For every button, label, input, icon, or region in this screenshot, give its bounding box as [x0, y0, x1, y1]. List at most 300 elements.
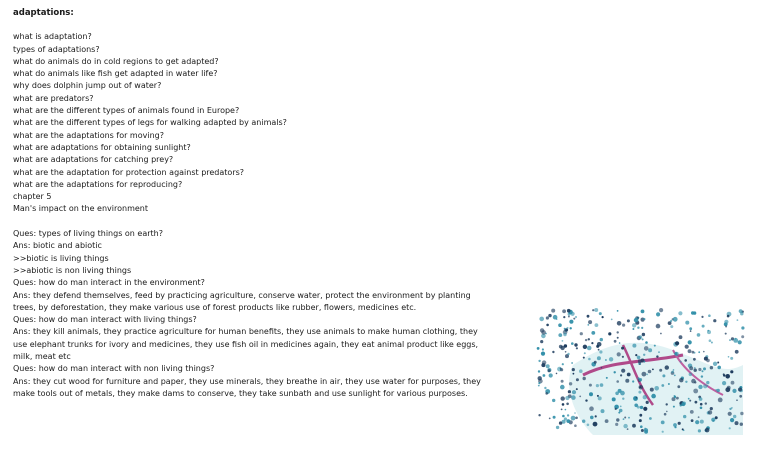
cell-dot: [585, 339, 587, 341]
cell-dot: [634, 318, 639, 323]
qa-line: Ans: they cut wood for furniture and paper, they use minerals, they breathe in air, they use water for purposes, they make tools out of metals, they make dams to conserve, they take sunbath and use sunlight for various purposes.: [13, 376, 481, 398]
cell-dot: [538, 385, 540, 387]
cell-dot: [689, 327, 692, 330]
cell-dot: [698, 385, 702, 389]
cell-dot: [575, 316, 577, 318]
cell-dot: [713, 319, 716, 322]
question-item: what are adaptations for obtaining sunlight?: [13, 142, 191, 152]
cell-dot: [558, 333, 562, 337]
cell-dot: [600, 338, 603, 341]
cell-dot: [561, 380, 564, 383]
cell-dot: [699, 397, 703, 401]
cell-dot: [546, 364, 550, 368]
cell-dot: [591, 342, 593, 344]
cell-dot: [634, 404, 638, 408]
cell-dot: [660, 333, 662, 335]
cell-dot: [664, 413, 667, 416]
cell-dot: [543, 374, 546, 377]
cell-dot: [730, 357, 733, 360]
cell-dot: [576, 378, 579, 381]
cell-dot: [680, 361, 682, 363]
cell-dot: [567, 353, 569, 355]
cell-dot: [729, 408, 731, 410]
cell-dot: [594, 361, 597, 364]
cell-dot: [560, 385, 565, 390]
cell-dot: [717, 389, 720, 392]
cell-dot: [587, 324, 589, 326]
question-item: what do animals like fish get adapted in water life?: [13, 69, 218, 79]
cell-dot: [614, 371, 616, 373]
cell-dot: [583, 377, 586, 380]
cell-dot: [694, 381, 696, 383]
cell-dot: [627, 373, 631, 377]
cell-dot: [599, 350, 602, 353]
cell-dot: [731, 381, 735, 385]
cell-dot: [582, 420, 585, 423]
cell-dot: [617, 337, 619, 339]
cell-dot: [564, 344, 567, 347]
cell-dot: [656, 355, 658, 357]
cell-dot: [638, 335, 642, 339]
cell-dot: [568, 316, 570, 318]
cell-dot: [617, 331, 619, 333]
cell-dot: [560, 368, 563, 371]
cell-dot: [725, 387, 730, 392]
cell-dot: [545, 392, 548, 395]
cell-dot: [646, 374, 648, 376]
cell-dot: [544, 387, 546, 389]
question-item: what are adaptations for catching prey?: [13, 155, 174, 165]
cell-dot: [654, 345, 656, 347]
cell-dot: [675, 341, 679, 345]
question-item: what are the adaptation for protection against predators?: [13, 167, 245, 177]
cell-dot: [588, 338, 590, 340]
cell-dot: [611, 319, 613, 321]
cell-dot: [624, 417, 626, 419]
cell-dot: [574, 424, 577, 427]
cell-dot: [679, 378, 683, 382]
qa-line: >>abiotic is non living things: [13, 265, 132, 275]
cell-dot: [729, 339, 731, 341]
cell-dot: [639, 378, 642, 381]
cell-dot: [569, 382, 572, 385]
document-body: [13, 7, 483, 400]
cell-dot: [685, 381, 687, 383]
cell-dot: [639, 363, 641, 365]
cell-dot: [643, 407, 647, 411]
question-item: why does dolphin jump out of water?: [13, 81, 162, 91]
cell-dot: [642, 333, 645, 336]
cell-dot: [740, 412, 743, 415]
cell-dot: [643, 318, 645, 320]
cell-dot: [563, 333, 567, 337]
cell-dot: [701, 375, 703, 377]
cell-dot: [623, 418, 625, 420]
cell-dot: [639, 414, 642, 417]
cell-dot: [670, 320, 672, 322]
cell-dot: [695, 420, 699, 424]
cell-dot: [732, 389, 736, 393]
cell-dot: [694, 369, 697, 372]
cell-dot: [708, 410, 712, 414]
cell-dot: [707, 330, 711, 334]
cell-dot: [690, 410, 694, 414]
cell-dot: [593, 422, 598, 427]
cell-dot: [693, 358, 696, 361]
cell-dot: [641, 429, 644, 432]
cell-dot: [693, 389, 698, 394]
cell-dot: [661, 384, 664, 387]
cell-dot: [641, 327, 643, 329]
cell-dot: [614, 340, 617, 343]
question-item: what are the adaptations for moving?: [13, 130, 164, 140]
cell-dot: [588, 320, 592, 324]
cell-dot: [683, 415, 686, 418]
cell-dot: [562, 415, 565, 418]
cell-dot: [682, 402, 686, 406]
cell-dot: [688, 340, 692, 344]
cell-dot: [717, 366, 721, 370]
cell-dot: [668, 383, 670, 385]
cell-dot: [640, 425, 643, 428]
cell-dot: [646, 401, 649, 404]
cell-dot: [556, 373, 558, 375]
cell-dot: [587, 424, 590, 427]
cell-dot: [622, 356, 624, 358]
cell-dot: [689, 373, 693, 377]
cell-dot: [627, 428, 629, 430]
cell-dot: [692, 351, 695, 354]
cell-dot: [615, 423, 618, 426]
qa-line: Ques: types of living things on earth?: [13, 229, 163, 239]
page-title: adaptations:: [13, 8, 74, 18]
cell-dot: [589, 406, 594, 411]
cell-dot: [733, 338, 738, 343]
cell-dot: [648, 348, 652, 352]
cell-dot: [723, 374, 725, 376]
cell-dot: [642, 372, 647, 377]
cell-dot: [587, 315, 590, 318]
cell-dot: [615, 408, 617, 410]
cell-dot: [680, 404, 682, 406]
cell-dot: [538, 360, 540, 362]
qa-list: [13, 228, 483, 400]
cell-dot: [675, 352, 679, 356]
cell-dot: [556, 426, 559, 429]
cell-dot: [674, 396, 676, 398]
spacer: [13, 216, 483, 228]
cell-dot: [542, 348, 544, 350]
cell-dot: [733, 415, 736, 418]
cell-dot: [546, 324, 549, 327]
cell-dot: [620, 374, 622, 376]
cell-dot: [574, 412, 576, 414]
cell-dot: [636, 397, 638, 399]
cell-dot: [579, 396, 581, 398]
cell-dot: [538, 370, 540, 372]
question-item: what are the different types of legs for walking adapted by animals?: [13, 118, 287, 128]
cell-dot: [589, 384, 592, 387]
cell-dot: [652, 369, 654, 371]
cell-dot: [642, 338, 644, 340]
cell-dot: [538, 382, 540, 384]
cell-dot: [622, 324, 625, 327]
cell-dot: [701, 316, 703, 318]
cell-dot: [698, 416, 700, 418]
cell-dot: [644, 346, 649, 351]
cell-dot: [583, 357, 585, 359]
cell-dot: [674, 375, 676, 377]
cell-dot: [619, 342, 621, 344]
cell-dot: [739, 309, 743, 313]
cell-dot: [671, 371, 674, 374]
cell-dot: [576, 388, 578, 390]
cell-dot: [609, 357, 613, 361]
cell-dot: [618, 389, 622, 393]
cell-dot: [643, 354, 645, 356]
micrograph-illustration: [533, 305, 745, 435]
cell-dot: [677, 385, 680, 388]
cell-dot: [729, 427, 731, 429]
cell-dot: [709, 339, 712, 342]
cell-dot: [700, 420, 704, 424]
cell-dot: [725, 333, 727, 335]
cell-dot: [562, 403, 565, 406]
cell-dot: [625, 379, 629, 383]
cell-dot: [676, 397, 679, 400]
cell-dot: [574, 343, 577, 346]
cell-dot: [549, 418, 551, 420]
cell-dot: [562, 309, 566, 313]
qa-line: Ans: they kill animals, they practice agriculture for human benefits, they use animals to make human clothing, they use elephant trunks for ivory and medicines, they use fish oil in medicines again, they eat animal product like eggs, milk, meat etc: [13, 327, 479, 362]
cell-dot: [698, 351, 700, 353]
cell-dot: [736, 399, 738, 401]
cell-dot: [658, 351, 660, 353]
cell-dot: [561, 409, 563, 411]
cell-dot: [698, 429, 701, 432]
cell-dot: [711, 342, 713, 344]
cell-dot: [572, 390, 576, 394]
cell-dot: [685, 345, 689, 349]
cell-dot: [722, 381, 726, 385]
cell-dot: [601, 367, 603, 369]
cell-dot: [553, 416, 556, 419]
cell-dot: [659, 369, 662, 372]
question-item: types of adaptations?: [13, 44, 100, 54]
cell-dot: [638, 391, 641, 394]
qa-line: >>biotic is living things: [13, 253, 109, 263]
cell-dot: [583, 345, 587, 349]
cell-dot: [640, 406, 643, 409]
cell-dot: [740, 423, 743, 426]
cell-dot: [698, 368, 701, 371]
cell-dot: [570, 327, 572, 329]
question-item: what are the adaptations for reproducing?: [13, 179, 183, 189]
cell-dot: [559, 421, 562, 424]
cell-dot: [691, 419, 694, 422]
cell-dot: [637, 356, 641, 360]
cell-dot: [571, 362, 573, 364]
cell-dot: [548, 314, 551, 317]
cell-dot: [688, 349, 692, 353]
cell-dot: [566, 403, 569, 406]
cell-dot: [656, 312, 660, 316]
cell-dot: [592, 309, 594, 311]
cell-dot: [738, 388, 742, 392]
cell-dot: [666, 403, 668, 405]
question-item: what are the different types of animals found in Europe?: [13, 106, 240, 116]
cell-dot: [572, 368, 575, 371]
cell-dot: [595, 415, 597, 417]
cell-dot: [588, 358, 591, 361]
cell-dot: [735, 421, 739, 425]
cell-dot: [678, 311, 682, 315]
cell-dot: [697, 333, 701, 337]
cell-dot: [590, 416, 594, 420]
cell-dot: [728, 356, 730, 358]
cell-dot: [632, 328, 634, 330]
cell-dot: [594, 308, 598, 312]
cell-dot: [678, 422, 681, 425]
cell-dot: [711, 418, 715, 422]
cell-dot: [738, 340, 742, 344]
cell-dot: [601, 409, 605, 413]
cell-dot: [606, 377, 608, 379]
cell-dot: [710, 366, 713, 369]
cell-dot: [621, 347, 624, 350]
cell-dot: [700, 403, 703, 406]
cell-dot: [703, 384, 707, 388]
cell-dot: [710, 407, 713, 410]
cell-dot: [587, 346, 592, 351]
cell-dot: [571, 416, 576, 421]
cell-dot: [650, 388, 654, 392]
cell-dot: [695, 401, 698, 404]
chapter-number: chapter 5: [13, 192, 52, 202]
question-item: what do animals do in cold regions to get adapted?: [13, 56, 219, 66]
cell-dot: [566, 419, 570, 423]
qa-line: Ans: they defend themselves, feed by practicing agriculture, conserve water, protect the environment by planting trees, by deforestation, they make various use of forest products like rubber, flowers, medicines etc.: [13, 290, 471, 312]
cell-dot: [616, 380, 619, 383]
cell-dot: [575, 417, 578, 420]
cell-dot: [706, 381, 709, 384]
cell-dot: [552, 351, 554, 353]
cell-dot: [573, 318, 575, 320]
cell-dot: [622, 398, 624, 400]
cell-dot: [565, 409, 567, 411]
cell-dot: [628, 417, 630, 419]
cell-dot: [741, 335, 744, 338]
question-list: [13, 31, 483, 191]
qa-line: Ans: biotic and abiotic: [13, 241, 102, 251]
cell-dot: [567, 414, 569, 416]
question-item: what is adaptation?: [13, 32, 92, 42]
cell-dot: [608, 332, 611, 335]
cell-dot: [673, 369, 675, 371]
cell-dot: [639, 419, 642, 422]
cell-dot: [563, 316, 565, 318]
cell-dot: [567, 309, 571, 313]
cell-dot: [727, 315, 730, 318]
cell-dot: [673, 317, 678, 322]
cell-dot: [741, 326, 744, 329]
cell-dot: [633, 396, 638, 401]
cell-dot: [599, 312, 602, 315]
cell-dot: [656, 324, 661, 329]
cell-dot: [635, 354, 637, 356]
cell-dot: [616, 418, 619, 421]
cell-dot: [539, 317, 544, 322]
cell-dot: [623, 424, 627, 428]
chapter-title: Man's impact on the environment: [13, 204, 148, 214]
cell-dot: [580, 332, 583, 335]
cell-dot: [540, 328, 544, 332]
cell-dot: [644, 361, 646, 363]
cell-dot: [617, 352, 621, 356]
cell-dot: [641, 310, 645, 314]
cell-dot: [585, 399, 587, 401]
cell-dot: [600, 383, 604, 387]
cell-dot: [704, 357, 708, 361]
cell-dot: [596, 384, 599, 387]
cell-dot: [538, 376, 542, 380]
cell-dot: [649, 417, 652, 420]
cell-dot: [597, 342, 602, 347]
cell-dot: [693, 311, 696, 314]
cell-dot: [683, 430, 685, 432]
qa-line: Ques: how do man interact with non living things?: [13, 364, 215, 374]
cell-dot: [617, 310, 619, 312]
cell-dot: [702, 325, 705, 328]
cell-dot: [690, 330, 692, 332]
cell-dot: [556, 318, 558, 320]
cell-dot: [670, 325, 673, 328]
cell-dot: [565, 396, 569, 400]
cell-dot: [644, 430, 648, 434]
cell-dot: [571, 342, 574, 345]
cell-dot: [538, 414, 540, 416]
cell-dot: [591, 331, 595, 335]
cell-dot: [645, 341, 648, 344]
cell-dot: [617, 321, 622, 326]
cell-dot: [639, 386, 641, 388]
cell-dot: [579, 369, 583, 373]
microscope-cell-image: [533, 305, 745, 435]
cell-dot: [725, 374, 730, 379]
cell-dot: [705, 402, 707, 404]
cell-dot: [573, 373, 575, 375]
cell-dot: [619, 409, 623, 413]
cell-dot: [702, 370, 704, 372]
cell-dot: [703, 351, 705, 353]
cell-dot: [673, 423, 677, 427]
cell-dot: [730, 370, 733, 373]
cell-dot: [597, 356, 601, 360]
cell-dot: [713, 362, 717, 366]
cell-dot: [700, 407, 703, 410]
cell-dot: [571, 395, 576, 400]
cell-dot: [632, 380, 634, 382]
cell-dot: [705, 428, 710, 433]
cell-dot: [565, 351, 567, 353]
cell-dot: [662, 431, 664, 433]
cell-dot: [718, 398, 723, 403]
cell-dot: [685, 321, 689, 325]
cell-dot: [602, 316, 604, 318]
cell-dot: [620, 406, 622, 408]
cell-dot: [679, 335, 683, 339]
cell-dot: [665, 365, 669, 369]
